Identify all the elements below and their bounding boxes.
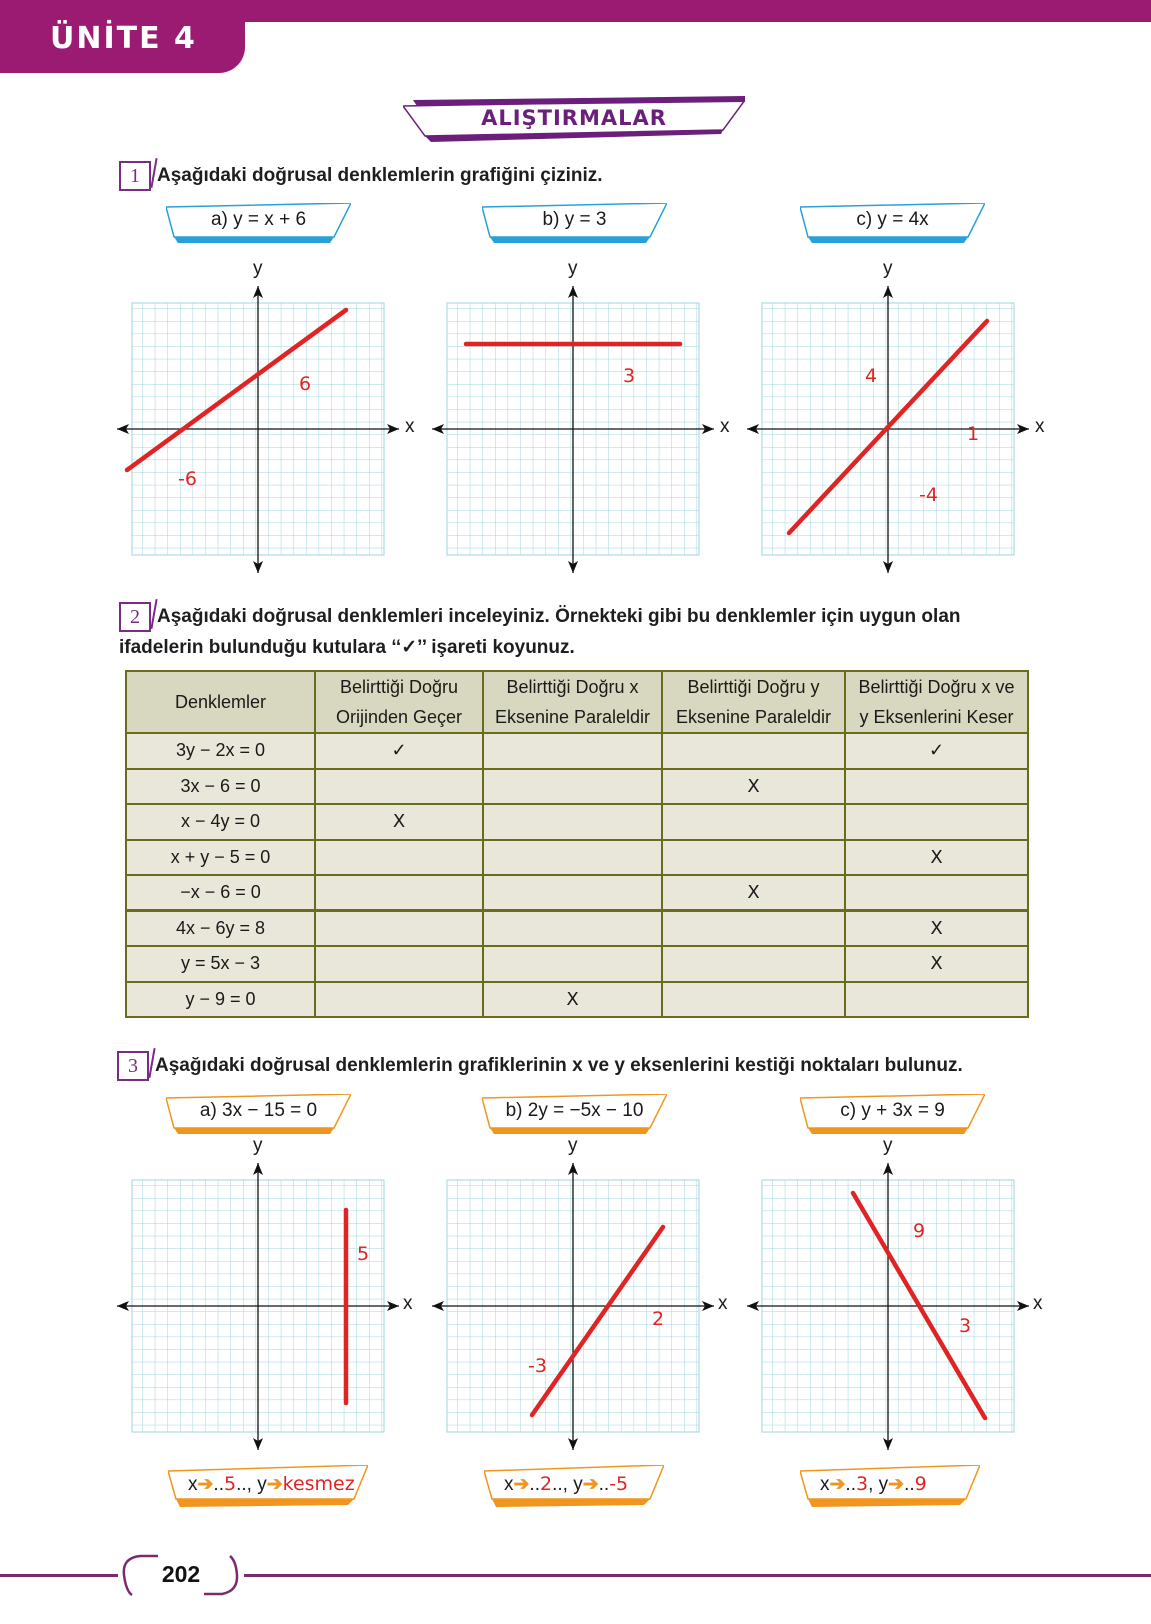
- equation-property-table: [125, 670, 1029, 1018]
- answer-cell[interactable]: [845, 769, 1028, 805]
- header-cuts-both-axes: Belirttiği Doğru x ve y Eksenlerini Keser: [845, 671, 1028, 733]
- table-header-row: [126, 671, 1028, 733]
- header-equations: Denklemler: [126, 671, 315, 733]
- q3-label-a: [166, 1094, 351, 1132]
- equation-cell: x − 4y = 0: [126, 804, 315, 840]
- q1-label-c-text: c) y = 4x: [856, 209, 929, 230]
- header-band: [0, 0, 1151, 22]
- table-row: [126, 946, 1028, 982]
- arrow-right-icon: ➔: [266, 1474, 283, 1495]
- answer-cell[interactable]: X: [662, 875, 845, 911]
- table-row: [126, 911, 1028, 947]
- y-axis-label: y: [568, 1135, 578, 1156]
- q3-graph-b: [432, 1135, 728, 1435]
- y-axis-label: y: [883, 258, 893, 279]
- arrow-right-icon: ➔: [582, 1474, 599, 1495]
- question-number-1: 1: [119, 161, 151, 191]
- answer-cell[interactable]: X: [845, 840, 1028, 876]
- answer-cell[interactable]: X: [662, 769, 845, 805]
- annotation: 9: [913, 1220, 926, 1242]
- answer-cell[interactable]: [662, 840, 845, 876]
- answer-cell[interactable]: ✓: [845, 733, 1028, 769]
- answer-cell[interactable]: [662, 804, 845, 840]
- question-1-prompt: Aşağıdaki doğrusal denklemlerin grafiğini çiziniz.: [157, 165, 603, 186]
- section-banner-title: ALIŞTIRMALAR: [481, 106, 667, 130]
- equation-cell: x + y − 5 = 0: [126, 840, 315, 876]
- y-axis-label: y: [253, 1135, 263, 1156]
- annotation: 4: [865, 365, 878, 387]
- question-2-prompt-line2: ifadelerin bulunduğu kutulara ‘‘✓’’ işareti koyunuz.: [119, 637, 575, 658]
- x-intercept-answer[interactable]: 3: [855, 1473, 869, 1495]
- q3-answer-b[interactable]: [484, 1465, 664, 1505]
- y-axis-label: y: [568, 258, 578, 279]
- answer-cell[interactable]: X: [315, 804, 483, 840]
- answer-cell[interactable]: [315, 840, 483, 876]
- answer-cell[interactable]: [483, 840, 662, 876]
- x-axis-label: x: [403, 1293, 413, 1314]
- x-axis-label: x: [720, 416, 730, 437]
- annotation: 2: [652, 1308, 665, 1330]
- x-intercept-answer[interactable]: 2: [539, 1473, 553, 1495]
- answer-cell[interactable]: X: [845, 911, 1028, 947]
- y-intercept-answer[interactable]: -5: [609, 1473, 629, 1495]
- q1-label-b: [482, 203, 667, 241]
- answer-cell[interactable]: [845, 982, 1028, 1018]
- annotation: 3: [959, 1315, 972, 1337]
- answer-cell[interactable]: [662, 946, 845, 982]
- q1-graph-a: [117, 258, 415, 558]
- header-passes-origin: Belirttiği Doğru Orijinden Geçer: [315, 671, 483, 733]
- annotation: 5: [357, 1243, 370, 1265]
- equation-cell: y = 5x − 3: [126, 946, 315, 982]
- q3-label-a-text: a) 3x − 15 = 0: [199, 1100, 318, 1121]
- x-axis-label: x: [718, 1293, 728, 1314]
- answer-cell[interactable]: X: [845, 946, 1028, 982]
- header-parallel-y: Belirttiği Doğru y Eksenine Paraleldir: [662, 671, 845, 733]
- q3-answer-c-text: x➔..3, y➔..9: [820, 1473, 927, 1495]
- annotation: 1: [967, 423, 980, 445]
- q1-graph-c: [747, 258, 1045, 558]
- y-intercept-answer[interactable]: 9: [914, 1473, 927, 1495]
- q3-label-c: [800, 1094, 985, 1132]
- arrow-right-icon: ➔: [888, 1474, 905, 1495]
- equation-cell: 3x − 6 = 0: [126, 769, 315, 805]
- answer-cell[interactable]: [483, 911, 662, 947]
- equation-cell: 3y − 2x = 0: [126, 733, 315, 769]
- unit-title: ÜNİTE 4: [50, 21, 197, 56]
- y-axis-label: y: [883, 1135, 893, 1156]
- answer-cell[interactable]: [315, 875, 483, 911]
- answer-cell[interactable]: [315, 911, 483, 947]
- answer-cell[interactable]: [483, 733, 662, 769]
- x-axis-label: x: [1035, 416, 1045, 437]
- annotation: 6: [299, 373, 312, 395]
- answer-cell[interactable]: [315, 769, 483, 805]
- answer-cell[interactable]: [483, 804, 662, 840]
- x-axis-label: x: [405, 416, 415, 437]
- table-row: [126, 840, 1028, 876]
- annotation: -3: [528, 1355, 547, 1377]
- table-row: [126, 769, 1028, 805]
- answer-cell[interactable]: [662, 733, 845, 769]
- answer-cell[interactable]: [315, 946, 483, 982]
- q1-label-b-text: b) y = 3: [542, 209, 607, 230]
- y-intercept-answer[interactable]: kesmez: [282, 1473, 355, 1495]
- q3-answer-c[interactable]: [800, 1465, 980, 1505]
- annotation: -4: [919, 484, 938, 506]
- q3-graph-c: [747, 1135, 1043, 1435]
- q3-label-b-text: b) 2y = −5x − 10: [505, 1100, 644, 1121]
- q1-label-a-text: a) y = x + 6: [210, 209, 307, 230]
- arrow-right-icon: ➔: [513, 1474, 530, 1495]
- table-row-example: [126, 733, 1028, 769]
- q3-graph-a: [117, 1135, 413, 1435]
- question-2-prompt-line1: Aşağıdaki doğrusal denklemleri inceleyiniz. Örnekteki gibi bu denklemler için uygun olan: [157, 606, 961, 627]
- answer-cell[interactable]: [483, 875, 662, 911]
- equation-cell: y − 9 = 0: [126, 982, 315, 1018]
- q3-label-c-text: c) y + 3x = 9: [840, 1100, 945, 1121]
- q3-label-b: [482, 1094, 667, 1132]
- table-row: [126, 875, 1028, 911]
- answer-cell[interactable]: [662, 911, 845, 947]
- q3-answer-a-text: x➔..5.., y➔kesmez: [188, 1473, 355, 1495]
- question-3-prompt: Aşağıdaki doğrusal denklemlerin grafiklerinin x ve y eksenlerini kestiği noktaları bulunuz.: [155, 1055, 963, 1076]
- answer-cell[interactable]: [483, 946, 662, 982]
- q3-answer-a[interactable]: [168, 1465, 368, 1505]
- q1-label-a: [166, 203, 351, 241]
- question-number-3: 3: [117, 1051, 149, 1081]
- answer-cell[interactable]: [845, 804, 1028, 840]
- annotation: 3: [623, 365, 636, 387]
- arrow-right-icon: ➔: [829, 1474, 846, 1495]
- answer-cell[interactable]: ✓: [315, 733, 483, 769]
- question-number-2: 2: [119, 602, 151, 632]
- table-row: [126, 804, 1028, 840]
- equation-cell: 4x − 6y = 8: [126, 911, 315, 947]
- y-axis-label: y: [253, 258, 263, 279]
- x-axis-label: x: [1033, 1293, 1043, 1314]
- q3-answer-b-text: x➔..2.., y➔..-5: [504, 1473, 629, 1495]
- answer-cell[interactable]: [483, 769, 662, 805]
- answer-cell[interactable]: [662, 982, 845, 1018]
- arrow-right-icon: ➔: [197, 1474, 214, 1495]
- page-number: 202: [161, 1561, 201, 1587]
- q1-label-c: [800, 203, 985, 241]
- answer-cell[interactable]: X: [483, 982, 662, 1018]
- answer-cell[interactable]: [315, 982, 483, 1018]
- q1-graph-b: [432, 258, 730, 558]
- equation-cell: −x − 6 = 0: [126, 875, 315, 911]
- table-row: [126, 982, 1028, 1018]
- header-parallel-x: Belirttiği Doğru x Eksenine Paraleldir: [483, 671, 662, 733]
- answer-cell[interactable]: [845, 875, 1028, 911]
- annotation: -6: [178, 468, 197, 490]
- x-intercept-answer[interactable]: 5: [223, 1473, 237, 1495]
